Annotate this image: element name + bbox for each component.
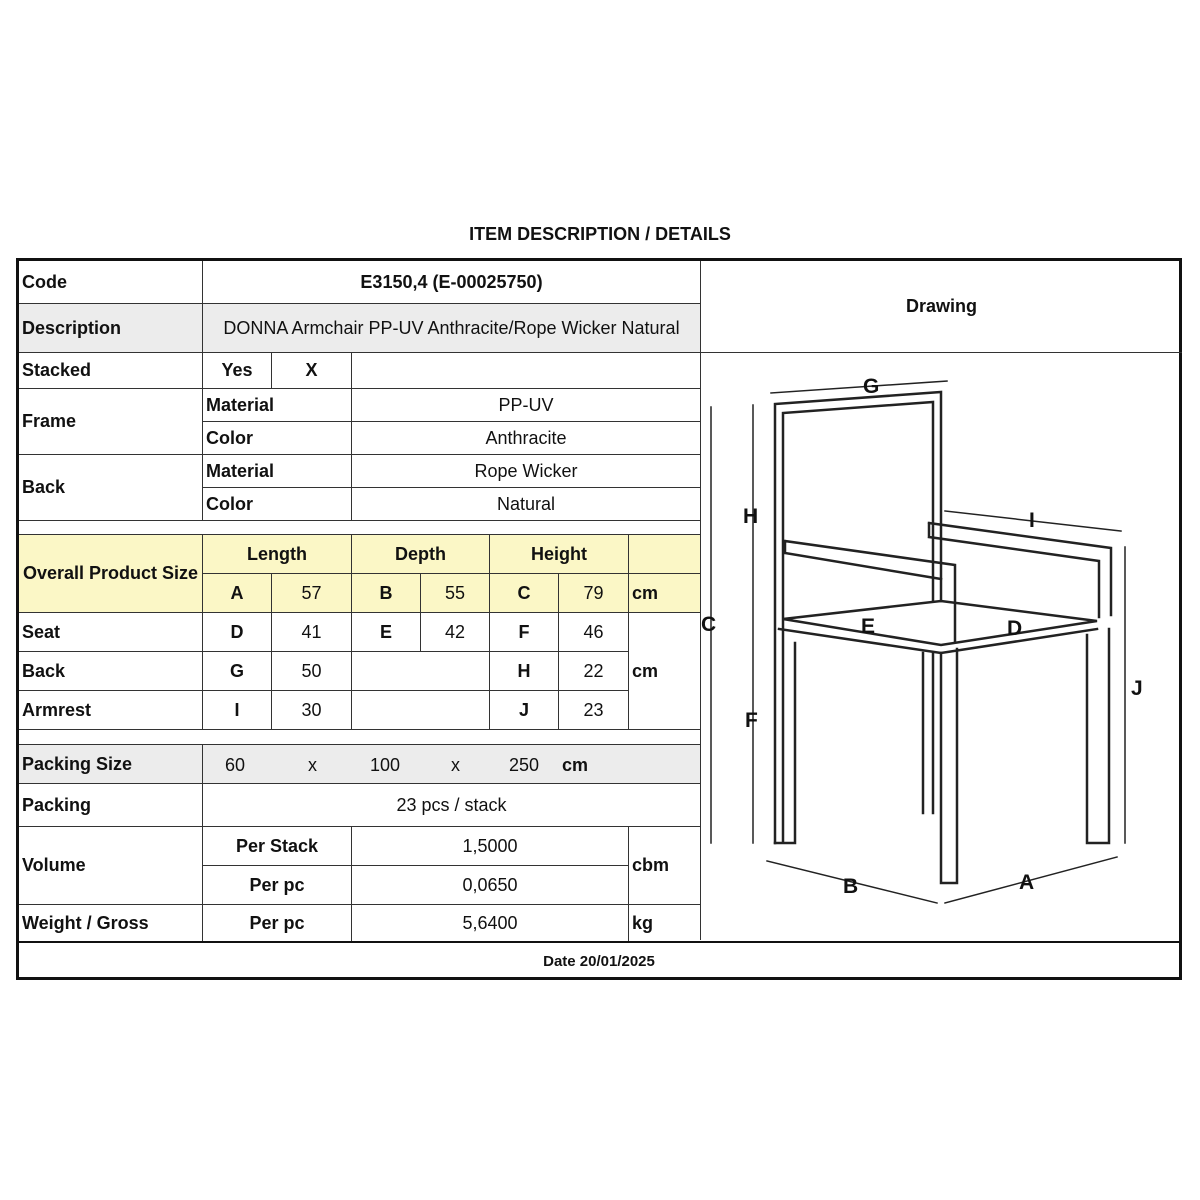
packing-size-label: Packing Size [19, 744, 202, 783]
weight-label: Weight / Gross [19, 904, 202, 941]
dim-a-letter: A [202, 573, 271, 612]
dim-d-letter: D [202, 612, 271, 651]
seat-top [783, 601, 1097, 645]
overall-unit: cm [628, 573, 700, 612]
letter-a: A [1019, 871, 1035, 894]
back-dims-label: Back [19, 651, 202, 690]
weight-per-pc-label: Per pc [202, 904, 351, 941]
dim-h-value: 22 [558, 651, 628, 690]
packing-x2: x [451, 755, 460, 775]
dim-i-letter: I [202, 690, 271, 729]
armrest-label: Armrest [19, 690, 202, 729]
dim-a-value: 57 [271, 573, 351, 612]
code-label: Code [22, 271, 67, 292]
letter-c: C [701, 613, 717, 636]
frame-color-value: Anthracite [351, 421, 700, 454]
dim-b-letter: B [351, 573, 420, 612]
letter-g: G [863, 375, 880, 398]
description-value: DONNA Armchair PP-UV Anthracite/Rope Wicker Natural [202, 303, 700, 352]
dim-c-letter: C [489, 573, 558, 612]
seat-label: Seat [19, 612, 202, 651]
drawing-label: Drawing [700, 261, 1182, 352]
volume-unit: cbm [628, 826, 700, 904]
depth-header: Depth [351, 534, 489, 573]
packing-label: Packing [19, 783, 202, 826]
dim-b-value: 55 [420, 573, 489, 612]
volume-per-pc-label: Per pc [202, 865, 351, 904]
dim-e-value: 42 [420, 612, 489, 651]
overall-blank [628, 534, 700, 573]
packing-width: 60 [225, 755, 246, 775]
seat-front [779, 629, 1097, 653]
stacked-yes: Yes [202, 352, 271, 388]
per-stack-value: 1,5000 [351, 826, 628, 865]
letter-e: E [861, 615, 876, 638]
letter-j: J [1131, 677, 1143, 700]
spacer-row [19, 520, 700, 534]
dim-f-letter: F [489, 612, 558, 651]
length-header: Length [202, 534, 351, 573]
description-label: Description [19, 303, 202, 352]
leg-front [941, 649, 957, 883]
back-material-label: Material [202, 454, 351, 487]
dim-i-value: 30 [271, 690, 351, 729]
back-color-label: Color [202, 487, 351, 520]
dim-d-value: 41 [271, 612, 351, 651]
dim-j-letter: J [489, 690, 558, 729]
dim-g-value: 50 [271, 651, 351, 690]
dim-j-value: 23 [558, 690, 628, 729]
packing-value: 23 pcs / stack [202, 783, 700, 826]
overall-size-label: Overall Product Size [19, 534, 202, 612]
weight-value: 5,6400 [351, 904, 628, 941]
page-title: ITEM DESCRIPTION / DETAILS [469, 224, 731, 244]
frame-material-value: PP-UV [351, 388, 700, 421]
dim-f-value: 46 [558, 612, 628, 651]
letter-i: I [1029, 509, 1035, 532]
armchair-drawing [701, 353, 1181, 939]
frame-material-label: Material [202, 388, 351, 421]
letter-b: B [843, 875, 859, 898]
letter-d: D [1007, 617, 1023, 640]
dim-h-letter: H [489, 651, 558, 690]
dim-e-letter: E [351, 612, 420, 651]
stacked-empty [351, 352, 700, 388]
dim-line-g [771, 381, 947, 393]
code-value: E3150,4 (E-00025750) [202, 261, 700, 303]
frame-color-label: Color [202, 421, 351, 454]
letter-h: H [743, 505, 759, 528]
spacer-row-2 [19, 729, 700, 744]
stacked-mark: X [271, 352, 351, 388]
frame-label: Frame [19, 388, 202, 454]
back-material-value: Rope Wicker [351, 454, 700, 487]
packing-x1: x [308, 755, 317, 775]
weight-unit: kg [628, 904, 700, 941]
leg-back-right [923, 653, 933, 813]
back-label: Back [19, 454, 202, 520]
leg-back-left [775, 643, 795, 843]
dim-c-value: 79 [558, 573, 628, 612]
letter-f: F [745, 709, 758, 732]
dim-g-letter: G [202, 651, 271, 690]
drawing-panel [700, 352, 1182, 940]
packing-height: 250 [509, 755, 540, 775]
back-dims-empty [351, 651, 489, 690]
leg-right [1087, 629, 1109, 843]
packing-size-values [203, 746, 699, 782]
armrest-empty [351, 690, 489, 729]
date-footer: Date 20/01/2025 [19, 941, 1179, 979]
spec-sheet [16, 258, 1182, 980]
per-stack-label: Per Stack [202, 826, 351, 865]
stacked-label: Stacked [19, 352, 202, 388]
packing-depth: 100 [370, 755, 401, 775]
height-header: Height [489, 534, 628, 573]
dims-unit: cm [628, 612, 700, 729]
packing-unit: cm [562, 755, 589, 775]
volume-label: Volume [19, 826, 202, 904]
back-color-value: Natural [351, 487, 700, 520]
volume-per-pc-value: 0,0650 [351, 865, 628, 904]
